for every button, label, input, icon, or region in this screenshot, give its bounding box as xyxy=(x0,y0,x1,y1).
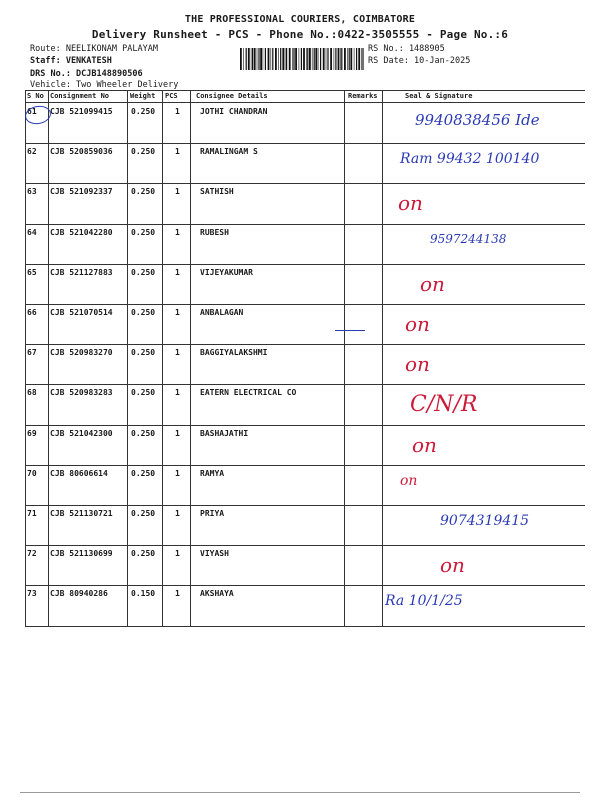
column-rule xyxy=(190,90,191,626)
staff-label: Staff: VENKATESH xyxy=(30,56,112,66)
cell-weight: 0.250 xyxy=(131,468,156,478)
row-rule xyxy=(25,384,585,385)
cell-weight: 0.250 xyxy=(131,187,156,197)
cell-consignment: CJB 521130699 xyxy=(50,549,113,559)
footer-rule xyxy=(20,792,580,793)
cell-pcs: 1 xyxy=(175,187,180,197)
column-rule xyxy=(162,90,163,626)
col-remarks: Remarks xyxy=(348,92,378,100)
cell-sno: 70 xyxy=(27,468,37,478)
handwritten-signature: C/N/R xyxy=(410,392,478,418)
row-rule xyxy=(25,183,585,184)
cell-sno: 72 xyxy=(27,549,37,559)
handwritten-signature: 9074319415 xyxy=(440,513,530,529)
handwritten-signature: 9940838456 Ide xyxy=(415,111,540,129)
cell-sno: 66 xyxy=(27,308,37,317)
row-rule xyxy=(25,143,585,144)
cell-pcs: 1 xyxy=(175,428,180,438)
cell-consignee: RUBESH xyxy=(200,227,229,237)
column-rule xyxy=(382,90,383,626)
row-rule xyxy=(25,465,585,466)
cell-consignee: RAMALINGAM S xyxy=(200,147,258,157)
drs-number: DRS No.: DCJB148890506 xyxy=(30,69,143,79)
cell-weight: 0.250 xyxy=(131,348,156,358)
cell-pcs: 1 xyxy=(175,267,180,277)
cell-weight: 0.250 xyxy=(131,227,156,237)
company-title: THE PROFESSIONAL COURIERS, COIMBATORE xyxy=(184,14,416,25)
handwritten-signature: Ra 10/1/25 xyxy=(385,593,463,610)
cell-consignment: CJB 521042300 xyxy=(50,428,113,438)
cell-consignee: JOTHI CHANDRAN xyxy=(200,107,268,116)
column-rule xyxy=(25,90,26,626)
column-rule xyxy=(48,90,49,626)
cell-weight: 0.150 xyxy=(131,589,156,599)
cell-consignee: BASHAJATHI xyxy=(200,428,249,438)
cell-pcs: 1 xyxy=(175,107,180,116)
row-rule xyxy=(25,505,585,506)
pen-stroke xyxy=(335,330,365,331)
cell-sno: 67 xyxy=(27,348,37,358)
cell-consignee: BAGGIYALAKSHMI xyxy=(200,348,268,358)
col-consignee: Consignee Details xyxy=(196,92,268,100)
row-rule xyxy=(25,626,585,627)
handwritten-signature: Ram 99432 100140 xyxy=(400,151,540,168)
cell-consignment: CJB 520983270 xyxy=(50,348,113,358)
rs-date: RS Date: 10-Jan-2025 xyxy=(368,56,471,66)
cell-consignee: PRIYA xyxy=(200,509,225,518)
cell-weight: 0.250 xyxy=(131,388,156,398)
row-rule xyxy=(25,545,585,546)
cell-consignee: EATERN ELECTRICAL CO xyxy=(200,388,297,398)
col-sno: S No xyxy=(27,92,44,100)
cell-sno: 68 xyxy=(27,388,37,398)
cell-consignee: VIYASH xyxy=(200,549,229,559)
cell-pcs: 1 xyxy=(175,147,180,157)
cell-consignee: SATHISH xyxy=(200,187,234,197)
cell-sno: 65 xyxy=(27,267,37,277)
cell-consignment: CJB 80606614 xyxy=(50,468,108,478)
cell-weight: 0.250 xyxy=(131,308,156,317)
cell-consignment: CJB 521070514 xyxy=(50,308,113,317)
handwritten-signature: on xyxy=(440,553,465,578)
cell-consignment: CJB 520983283 xyxy=(50,388,113,398)
handwritten-signature: on xyxy=(420,271,445,296)
handwritten-signature: on xyxy=(405,312,430,336)
row-rule xyxy=(25,344,585,345)
row-rule xyxy=(25,264,585,265)
cell-sno: 61 xyxy=(27,107,37,116)
route-label: Route: NEELIKONAM PALAYAM xyxy=(30,44,158,54)
cell-sno: 69 xyxy=(27,428,37,438)
cell-consignee: RAMYA xyxy=(200,468,225,478)
cell-sno: 62 xyxy=(27,147,37,157)
handwritten-signature: 9597244138 xyxy=(430,231,507,246)
handwritten-signature: on xyxy=(405,352,430,377)
cell-consignee: VIJEYAKUMAR xyxy=(200,267,253,277)
cell-sno: 71 xyxy=(27,509,37,518)
cell-weight: 0.250 xyxy=(131,509,156,518)
cell-sno: 73 xyxy=(27,589,37,599)
cell-consignment: CJB 521099415 xyxy=(50,107,113,116)
cell-pcs: 1 xyxy=(175,589,180,599)
row-rule xyxy=(25,425,585,426)
col-signature: Seal & Signature xyxy=(405,92,473,100)
col-weight: Weight xyxy=(130,92,156,100)
col-pcs: PCS xyxy=(165,92,178,100)
cell-pcs: 1 xyxy=(175,348,180,358)
table-header-rule xyxy=(25,102,585,103)
column-rule xyxy=(127,90,128,626)
cell-consignment: CJB 520859036 xyxy=(50,147,113,157)
vehicle-label: Vehicle: Two Wheeler Delivery xyxy=(30,80,179,90)
rs-number: RS No.: 1488905 xyxy=(368,44,445,54)
cell-pcs: 1 xyxy=(175,308,180,317)
cell-weight: 0.250 xyxy=(131,267,156,277)
cell-pcs: 1 xyxy=(175,227,180,237)
cell-pcs: 1 xyxy=(175,468,180,478)
column-rule xyxy=(344,90,345,626)
cell-consignee: AKSHAYA xyxy=(200,589,234,599)
cell-weight: 0.250 xyxy=(131,549,156,559)
cell-weight: 0.250 xyxy=(131,428,156,438)
barcode xyxy=(240,48,364,70)
col-consignment: Consignment No xyxy=(50,92,110,100)
row-rule xyxy=(25,224,585,225)
handwritten-signature: on xyxy=(412,432,437,457)
cell-consignment: CJB 80940286 xyxy=(50,589,108,599)
cell-sno: 64 xyxy=(27,227,37,237)
cell-weight: 0.250 xyxy=(131,107,156,116)
runsheet-title: Delivery Runsheet - PCS - Phone No.:0422-3505555 - Page No.:6 xyxy=(91,28,509,41)
cell-pcs: 1 xyxy=(175,388,180,398)
handwritten-signature: on xyxy=(400,472,418,489)
cell-consignee: ANBALAGAN xyxy=(200,308,244,317)
cell-sno: 63 xyxy=(27,187,37,197)
cell-weight: 0.250 xyxy=(131,147,156,157)
cell-consignment: CJB 521092337 xyxy=(50,187,113,197)
cell-pcs: 1 xyxy=(175,549,180,559)
cell-pcs: 1 xyxy=(175,509,180,518)
cell-consignment: CJB 521130721 xyxy=(50,509,113,518)
cell-consignment: CJB 521127883 xyxy=(50,267,113,277)
table-top-rule xyxy=(25,90,585,91)
row-rule xyxy=(25,585,585,586)
cell-consignment: CJB 521042280 xyxy=(50,227,113,237)
row-rule xyxy=(25,304,585,305)
handwritten-signature: on xyxy=(398,191,423,216)
